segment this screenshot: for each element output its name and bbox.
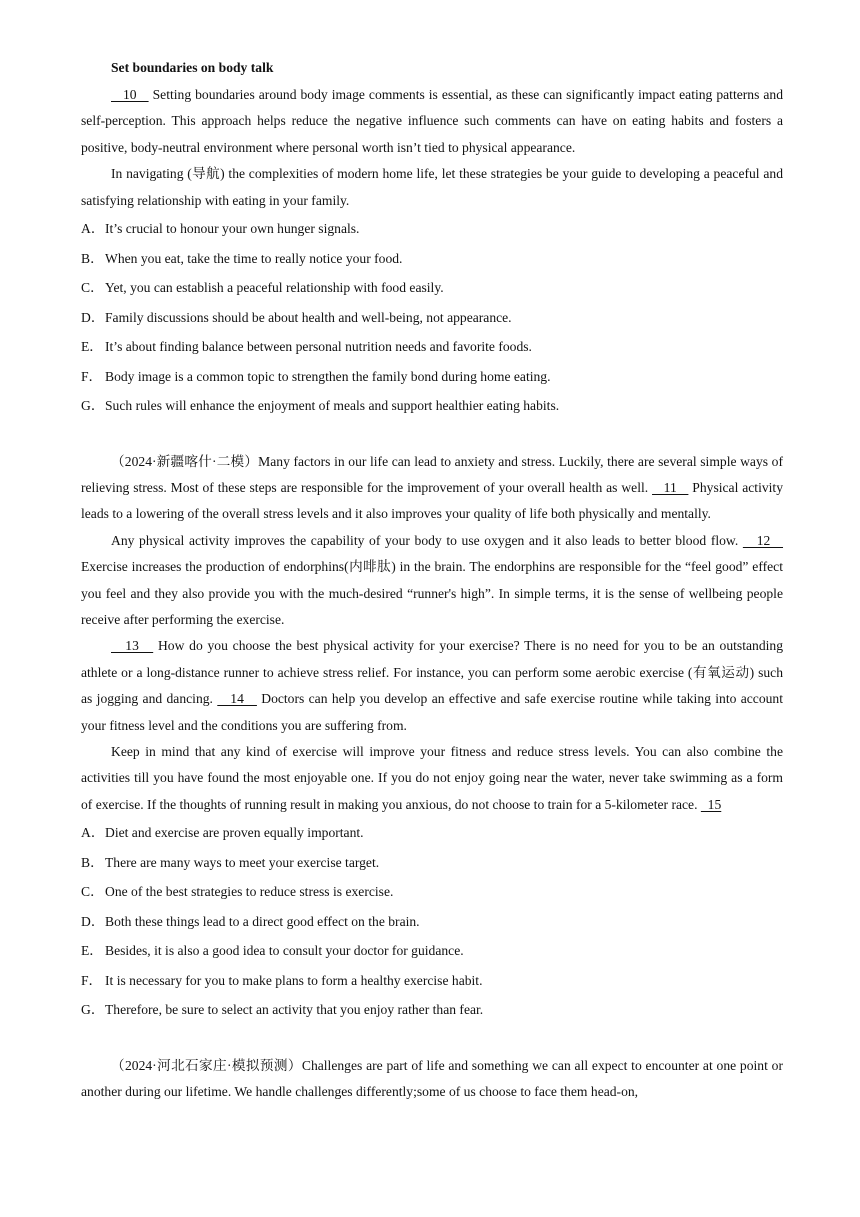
paragraph-text: Many factors in our life can lead to anxiety and stress. Luckily, there are several simple ways of relieving stress. Most of these steps are responsible for the improvement of your overall health as well. <box>81 453 783 495</box>
paragraph: In navigating (导航) the complexities of modern home life, let these strategies be your guide to developing a peaceful and satisfying relationship with eating in your family. <box>81 166 783 208</box>
answer-blank-10: 10 <box>111 87 149 102</box>
option-b <box>81 244 783 274</box>
paragraph <box>81 1053 783 1106</box>
answer-blank-11: 11 <box>652 479 689 495</box>
option-text: Besides, it is also a good idea to consult your doctor for guidance. <box>105 943 464 959</box>
option-text: One of the best strategies to reduce stress is exercise. <box>105 884 394 900</box>
option-text: Diet and exercise are proven equally important. <box>105 825 364 841</box>
option-a <box>81 214 783 244</box>
paragraph-text: Physical activity leads to a lowering of the overall stress levels and it also improves your quality of life both physically and mentally. <box>81 479 783 522</box>
option-letter: D． <box>81 309 105 325</box>
option-letter: B． <box>81 250 104 266</box>
option-text: There are many ways to meet your exercise target. <box>105 854 380 870</box>
option-d <box>81 303 783 333</box>
option-letter: E． <box>81 943 103 959</box>
option-c <box>81 877 783 907</box>
option-letter: C． <box>81 280 104 296</box>
paragraph-text: How do you choose the best physical activity for your exercise? There is no need for you to be an outstanding athlete or a long-distance runner to achieve stress relief. For instance, you can perform some aerobic exercise (有氧运动) such as jogging and dancing. <box>81 638 783 707</box>
option-g <box>81 995 783 1025</box>
option-letter: G． <box>81 1002 105 1018</box>
option-text: It’s crucial to honour your own hunger signals. <box>105 221 360 237</box>
paragraph <box>81 449 783 528</box>
option-e <box>81 936 783 966</box>
paragraph <box>81 82 783 161</box>
option-letter: A． <box>81 221 105 237</box>
option-f <box>81 966 783 996</box>
option-letter: D． <box>81 913 105 929</box>
option-letter: B． <box>81 854 104 870</box>
option-text: It is necessary for you to make plans to form a healthy exercise habit. <box>105 972 483 988</box>
option-letter: F． <box>81 368 103 384</box>
paragraph-text: Any physical activity improves the capability of your body to use oxygen and it also leads to better blood flow. <box>111 532 743 548</box>
option-letter: G． <box>81 398 105 414</box>
paragraph <box>81 633 783 739</box>
option-text: Both these things lead to a direct good effect on the brain. <box>105 913 420 929</box>
paragraph <box>81 739 783 818</box>
answer-blank-13: 13 <box>111 638 154 654</box>
options-list <box>81 818 783 1025</box>
option-g <box>81 391 783 421</box>
option-b <box>81 848 783 878</box>
document-page <box>81 60 783 1106</box>
answer-blank-15: 15 <box>700 796 722 812</box>
option-letter: E． <box>81 339 103 355</box>
answer-blank-14: 14 <box>217 691 257 707</box>
option-text: When you eat, take the time to really notice your food. <box>105 250 403 266</box>
source-label: （2024·新疆喀什·二模） <box>111 453 259 469</box>
paragraph-text: Doctors can help you develop an effective and safe exercise routine while taking into account your fitness level and the conditions you are suffering from. <box>81 691 784 733</box>
paragraph-text: Setting boundaries around body image comments is essential, as these can significantly impact eating patterns and self-perception. This approach helps reduce the negative influence such comments can have on eating habits and fosters a positive, body-neutral environment where personal worth isn’t tied to physical appearance. <box>81 87 783 155</box>
paragraph-text: Exercise increases the production of endorphins(内啡肽) in the brain. The endorphins are responsible for the “feel good” effect you feel and they also provide you with the much-desired “runner's high”. In simple terms, it is the sense of wellbeing people receive after performing the exercise. <box>81 559 783 627</box>
option-letter: F． <box>81 972 103 988</box>
paragraph-text: Challenges are part of life and something we can all expect to encounter at one point or another during our lifetime. We handle challenges differently;some of us choose to face them head-on, <box>81 1057 783 1100</box>
options-list <box>81 214 783 421</box>
option-text: Such rules will enhance the enjoyment of meals and support healthier eating habits. <box>105 398 560 414</box>
paragraph-text: Keep in mind that any kind of exercise will improve your fitness and reduce stress levels. You can also combine the activities till you have found the most enjoyable one. If you do not enjoy going near the water, never take swimming as a form of exercise. If the thoughts of running result in making you anxious, do not choose to train for a 5-kilometer race. <box>81 744 783 812</box>
option-letter: C． <box>81 884 104 900</box>
option-text: It’s about finding balance between personal nutrition needs and favorite foods. <box>105 339 532 355</box>
option-text: Body image is a common topic to strengthen the family bond during home eating. <box>105 368 551 384</box>
option-letter: A． <box>81 825 105 841</box>
source-label: （2024·河北石家庄·模拟预测） <box>111 1057 302 1073</box>
option-c <box>81 273 783 303</box>
option-text: Family discussions should be about health and well-being, not appearance. <box>105 309 512 325</box>
option-a <box>81 818 783 848</box>
option-f <box>81 362 783 392</box>
section-heading: Set boundaries on body talk <box>111 60 274 75</box>
answer-blank-12: 12 <box>742 532 784 548</box>
option-d <box>81 907 783 937</box>
paragraph <box>81 528 783 634</box>
option-e <box>81 332 783 362</box>
option-text: Yet, you can establish a peaceful relationship with food easily. <box>105 280 444 296</box>
option-text: Therefore, be sure to select an activity that you enjoy rather than fear. <box>105 1002 484 1018</box>
